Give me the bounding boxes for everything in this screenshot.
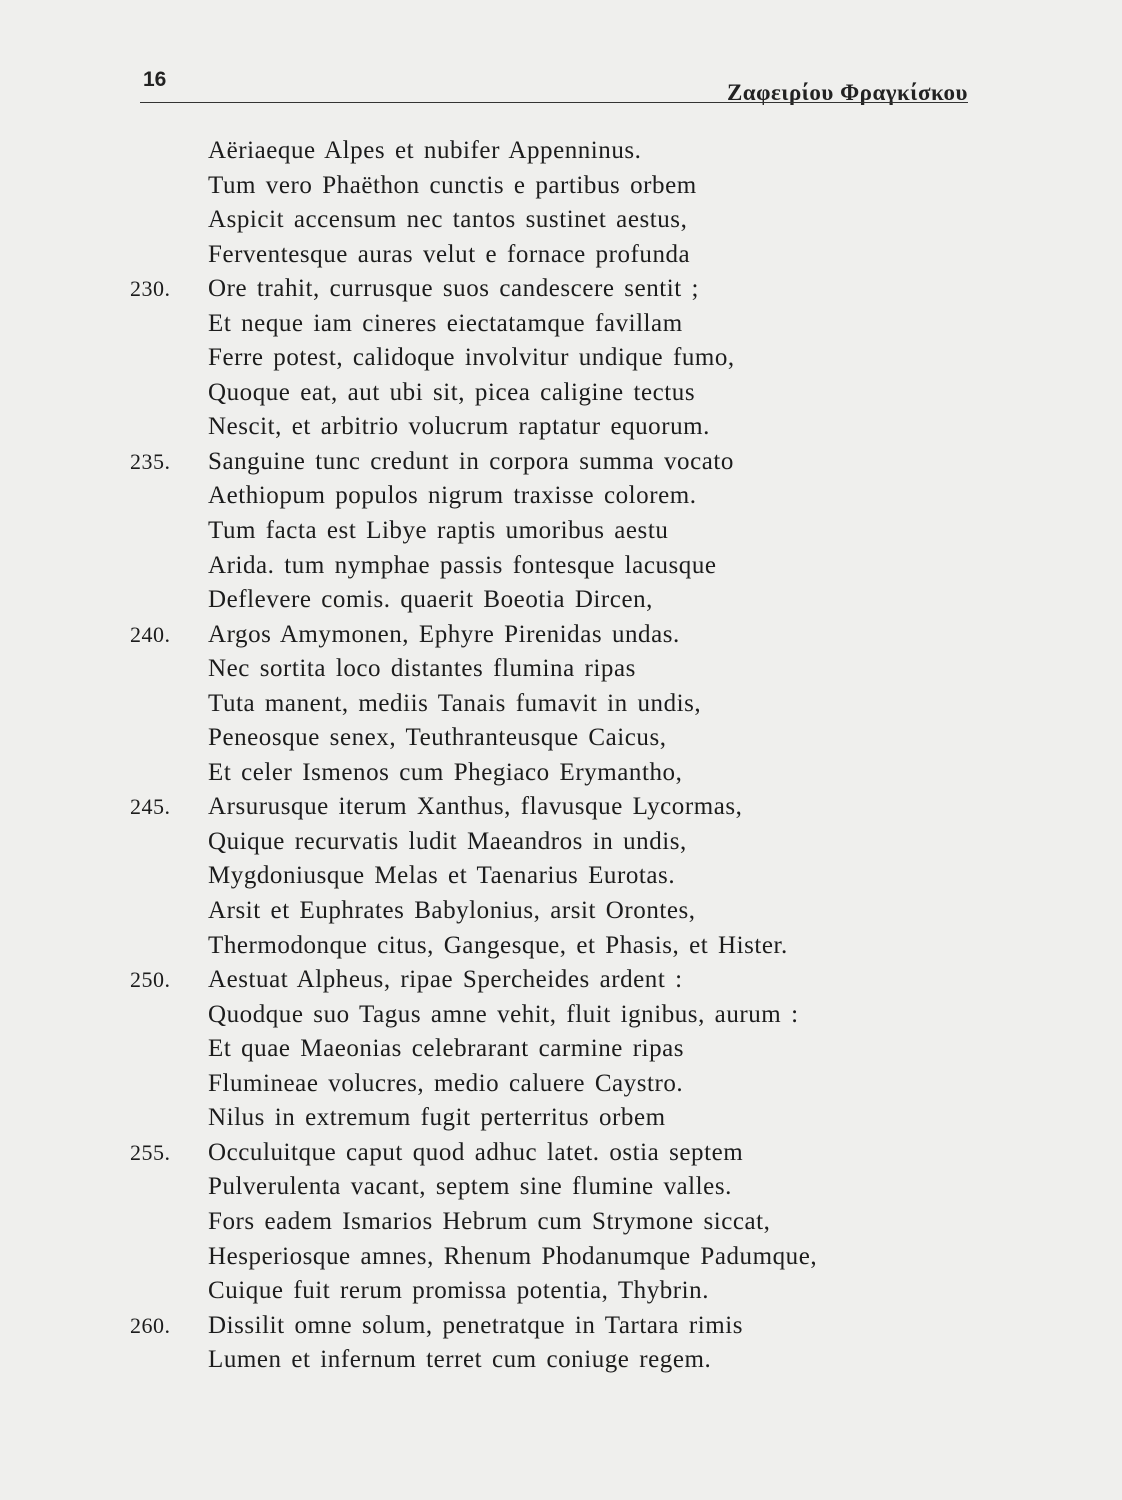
verse-line — [128, 307, 978, 342]
verse-text: Tum vero Phaëthon cunctis e partibus orbem — [208, 171, 697, 199]
verse-list — [128, 134, 978, 1378]
verse-number: 245. — [130, 794, 171, 820]
verse-line — [128, 929, 978, 964]
verse-line — [128, 1032, 978, 1067]
verse-text: Aëriaeque Alpes et nubifer Appenninus. — [208, 137, 642, 164]
verse-line — [128, 445, 978, 480]
verse-text: Lumen et infernum terret cum coniuge regem. — [208, 1346, 712, 1374]
verse-line — [128, 376, 978, 411]
verse-line — [128, 825, 978, 860]
verse-text: Cuique fuit rerum promissa potentia, Thybrin. — [208, 1277, 710, 1305]
verse-line — [128, 238, 978, 273]
verse-line — [128, 894, 978, 929]
verse-line — [128, 272, 978, 307]
verse-text: Mygdoniusque Melas et Taenarius Eurotas. — [208, 862, 676, 890]
verse-line — [128, 514, 978, 549]
verse-line — [128, 721, 978, 756]
verse-line — [128, 687, 978, 722]
verse-text: Et neque iam cineres eiectatamque favillam — [208, 309, 683, 337]
verse-line — [128, 1205, 978, 1240]
page-number: 16 — [143, 68, 167, 91]
verse-line — [128, 203, 978, 238]
verse-text: Nescit, et arbitrio volucrum raptatur equorum. — [208, 413, 710, 441]
verse-text: Ore trahit, currusque suos candescere sentit ; — [208, 275, 700, 303]
verse-line — [128, 618, 978, 653]
verse-text: Occuluitque caput quod adhuc latet. ostia septem — [208, 1138, 744, 1166]
verse-number: 240. — [130, 621, 171, 647]
verse-line — [128, 1101, 978, 1136]
verse-line — [128, 859, 978, 894]
verse-text: Deflevere comis. quaerit Boeotia Dircen, — [208, 586, 653, 614]
verse-line — [128, 652, 978, 687]
verse-text: Aestuat Alpheus, ripae Spercheides ardent : — [208, 966, 683, 994]
verse-text: Ferventesque auras velut e fornace profunda — [208, 240, 691, 268]
verse-text: Nec sortita loco distantes flumina ripas — [208, 655, 636, 683]
verse-number: 230. — [130, 276, 171, 302]
verse-text: Quodque suo Tagus amne vehit, fluit ignibus, aurum : — [208, 1000, 799, 1028]
verse-text: Peneosque senex, Teuthranteusque Caicus, — [208, 724, 667, 752]
verse-line — [128, 1170, 978, 1205]
verse-line — [128, 790, 978, 825]
verse-text: Thermodonque citus, Gangesque, et Phasis, et Hister. — [208, 931, 788, 959]
verse-line — [128, 1240, 978, 1275]
verse-line — [128, 583, 978, 618]
verse-line — [128, 1067, 978, 1102]
verse-text: Sanguine tunc credunt in corpora summa vocato — [208, 447, 734, 475]
verse-line — [128, 549, 978, 584]
verse-number: 260. — [130, 1312, 171, 1338]
verse-text: Arida. tum nymphae passis fontesque lacusque — [208, 551, 717, 579]
verse-number: 235. — [130, 448, 171, 474]
verse-text: Quique recurvatis ludit Maeandros in undis, — [208, 827, 687, 855]
verse-number: 255. — [130, 1139, 171, 1165]
verse-text: Dissilit omne solum, penetratque in Tartara rimis — [208, 1311, 744, 1339]
verse-line — [128, 134, 978, 169]
verse-text: Nilus in extremum fugit perterritus orbem — [208, 1104, 666, 1132]
verse-text: Quoque eat, aut ubi sit, picea caligine tectus — [208, 378, 696, 406]
verse-line — [128, 1343, 978, 1378]
verse-text: Aethiopum populos nigrum traxisse colorem. — [208, 482, 697, 510]
verse-text: Et quae Maeonias celebrarant carmine ripas — [208, 1035, 685, 1063]
verse-line — [128, 169, 978, 204]
running-title: Ζαφειρίου Φραγκίσκου — [726, 80, 968, 105]
verse-text: Arsurusque iterum Xanthus, flavusque Lycormas, — [208, 793, 743, 821]
verse-text: Tuta manent, mediis Tanais fumavit in undis, — [208, 689, 702, 717]
verse-text: Arsit et Euphrates Babylonius, arsit Orontes, — [208, 897, 696, 925]
running-head — [140, 62, 970, 122]
verse-text: Ferre potest, calidoque involvitur undique fumo, — [208, 344, 735, 372]
verse-text: Argos Amymonen, Ephyre Pirenidas undas. — [208, 620, 680, 648]
verse-line — [128, 1274, 978, 1309]
verse-text: Aspicit accensum nec tantos sustinet aestus, — [208, 206, 688, 234]
verse-line — [128, 1136, 978, 1171]
verse-line — [128, 756, 978, 791]
verse-text: Flumineae volucres, medio caluere Caystro. — [208, 1069, 684, 1097]
verse-text: Tum facta est Libye raptis umoribus aestu — [208, 517, 669, 545]
verse-text: Et celer Ismenos cum Phegiaco Erymantho, — [208, 758, 683, 786]
verse-number: 250. — [130, 967, 171, 993]
verse-line — [128, 998, 978, 1033]
verse-text: Pulverulenta vacant, septem sine flumine valles. — [208, 1173, 732, 1201]
verse-text: Fors eadem Ismarios Hebrum cum Strymone siccat, — [208, 1207, 771, 1235]
verse-line — [128, 410, 978, 445]
header-rule — [140, 102, 968, 103]
verse-line — [128, 479, 978, 514]
verse-line — [128, 341, 978, 376]
verse-line — [128, 963, 978, 998]
verse-line — [128, 1309, 978, 1344]
verse-text: Hesperiosque amnes, Rhenum Phodanumque Padumque, — [208, 1242, 818, 1270]
